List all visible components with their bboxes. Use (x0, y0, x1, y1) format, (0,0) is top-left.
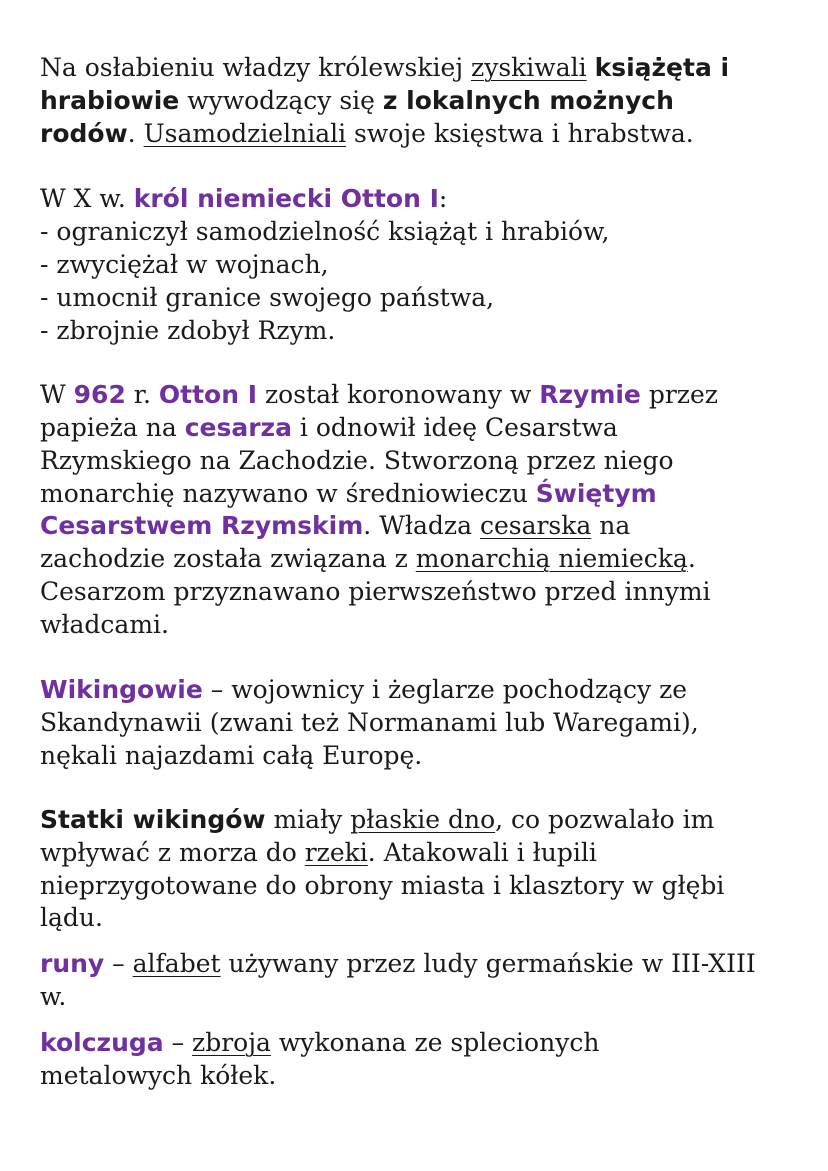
text-segment: W (40, 380, 74, 409)
text-segment (587, 53, 595, 82)
text-segment: wywodzący się (179, 86, 383, 115)
text-segment: swoje księstwa i hrabstwa. (346, 119, 694, 148)
text-segment: miały (265, 805, 351, 834)
text-line (40, 870, 724, 902)
text-segment: . Władza (363, 511, 480, 540)
text-segment: zachodzie została związana z (40, 544, 416, 573)
text-segment: – (163, 1028, 193, 1057)
text-segment: Skandynawii (zwani też Normanami lub Waregami), (40, 708, 699, 737)
text-segment: na (591, 511, 631, 540)
text-line (40, 543, 696, 575)
text-segment: wpływać z morza do (40, 838, 305, 867)
text-segment: wykonana ze splecionych (270, 1028, 600, 1057)
highlighted-term: runy (40, 949, 105, 978)
text-segment: - umocnił granice swojego państwa, (40, 283, 495, 312)
text-segment: Rzymskiego na Zachodzie. Stworzoną przez niego (40, 446, 674, 475)
text-segment: . (127, 119, 144, 148)
text-segment: – wojownicy i żeglarze pochodzący ze (202, 675, 688, 704)
text-segment: metalowych kółek. (40, 1061, 277, 1090)
highlighted-term: kolczuga (40, 1028, 164, 1057)
bold-term: rodów (40, 119, 128, 148)
text-segment: lądu. (40, 903, 103, 932)
highlighted-term: Rzymie (539, 380, 641, 409)
text-line (40, 1060, 276, 1092)
text-line (40, 52, 729, 84)
text-segment: nieprzygotowane do obrony miasta i klasztory w głębi (40, 871, 725, 900)
bold-term: z lokalnych możnych (382, 86, 674, 115)
text-segment: używany przez ludy germańskie w III-XIII (220, 949, 756, 978)
text-line (40, 445, 674, 477)
underlined-word: płaskie dno (350, 805, 496, 834)
highlighted-term: 962 (73, 380, 126, 409)
underlined-word: Usamodzielniali (143, 119, 347, 148)
text-line (40, 282, 494, 314)
text-line (40, 948, 756, 980)
text-line (40, 576, 711, 608)
text-segment: przez (640, 380, 718, 409)
underlined-word: alfabet (132, 949, 221, 978)
bold-term: hrabiowie (40, 86, 180, 115)
text-segment: w. (40, 982, 67, 1011)
text-segment: monarchię nazywano w średniowieczu (40, 479, 536, 508)
text-line (40, 804, 714, 836)
text-line (40, 379, 718, 411)
underlined-word: cesarska (479, 511, 592, 540)
highlighted-term: Otton I (158, 380, 258, 409)
text-segment: , co pozwalało im (495, 805, 715, 834)
text-line (40, 183, 447, 215)
highlighted-term: cesarza (184, 413, 292, 442)
text-line (40, 707, 699, 739)
text-segment: - zwyciężał w wojnach, (40, 250, 329, 279)
text-segment: - zbrojnie zdobył Rzym. (40, 316, 336, 345)
text-segment: – (104, 949, 133, 978)
text-segment: W X w. (40, 184, 134, 213)
highlighted-term: Wikingowie (40, 675, 203, 704)
text-segment: został koronowany w (257, 380, 540, 409)
underlined-word: zbroja (192, 1028, 271, 1057)
text-line (40, 902, 103, 934)
text-line (40, 412, 618, 444)
text-line (40, 118, 694, 150)
text-line (40, 510, 630, 542)
underlined-word: monarchią niemiecką (415, 544, 688, 573)
text-segment: i odnowił ideę Cesarstwa (291, 413, 618, 442)
text-segment: : (438, 184, 448, 213)
text-segment: . Atakowali i łupili (367, 838, 597, 867)
text-line (40, 674, 687, 706)
text-line (40, 981, 66, 1013)
text-line (40, 85, 674, 117)
bold-term: Statki wikingów (40, 805, 266, 834)
underlined-word: zyskiwali (471, 53, 587, 82)
highlighted-term: Cesarstwem Rzymskim (40, 511, 364, 540)
text-line (40, 609, 169, 641)
highlighted-term: król niemiecki Otton I (133, 184, 439, 213)
text-line (40, 216, 609, 248)
underlined-word: rzeki (304, 838, 368, 867)
text-line (40, 837, 597, 869)
text-segment: - ograniczył samodzielność książąt i hrabiów, (40, 217, 610, 246)
text-segment: Na osłabieniu władzy królewskiej (40, 53, 472, 82)
text-line (40, 249, 329, 281)
text-segment: papieża na (40, 413, 185, 442)
text-segment: Cesarzom przyznawano pierwszeństwo przed innymi (40, 577, 711, 606)
text-segment: władcami. (40, 610, 169, 639)
text-line (40, 1027, 599, 1059)
text-line (40, 478, 657, 510)
text-line (40, 315, 335, 347)
text-segment: nękali najazdami całą Europę. (40, 741, 423, 770)
text-segment: r. (125, 380, 159, 409)
highlighted-term: Świętym (535, 479, 657, 508)
text-line (40, 740, 422, 772)
text-segment: . (687, 544, 696, 573)
bold-term: książęta i (594, 53, 730, 82)
